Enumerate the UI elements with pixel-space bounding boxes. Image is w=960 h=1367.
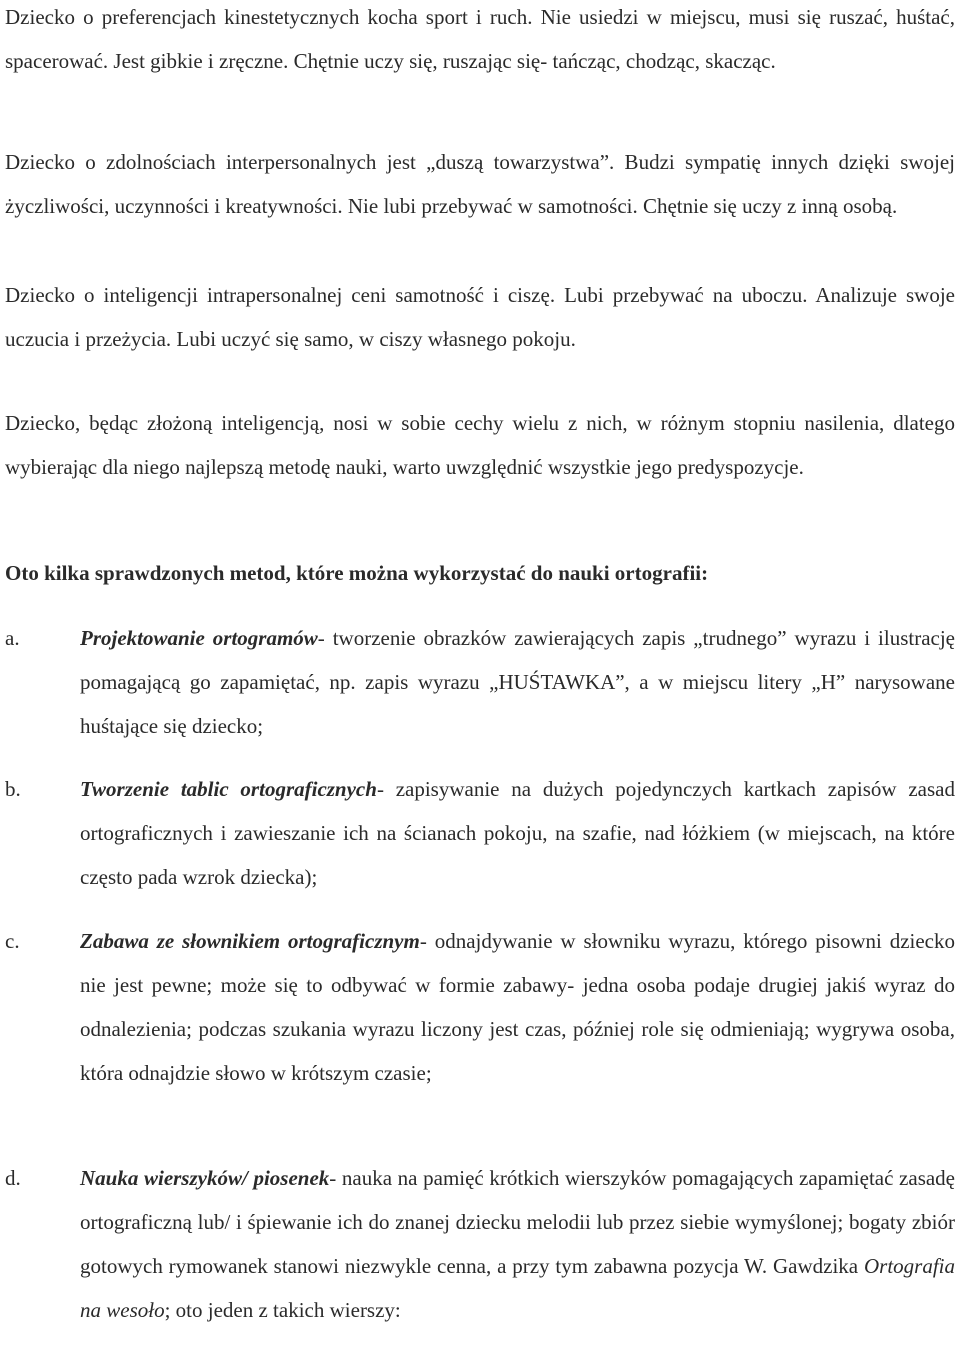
paragraph-interpersonal: Dziecko o zdolnościach interpersonalnych jest „duszą towarzystwa”. Budzi sympatię innych dzięki swojej życzliwości, uczynności i kreatywności. Nie lubi przebywać w samotności. Chętnie się uczy z inną osobą. [5,150,955,218]
list-item-method-b [5,767,955,899]
list-marker: a. [5,626,20,650]
method-description-end: ; oto jeden z takich wierszy: [164,1298,401,1322]
book-title: Ortografia na wesoło [80,1254,955,1322]
paragraph-kinesthetic: Dziecko o preferencjach kinestetycznych kocha sport i ruch. Nie usiedzi w miejscu, musi się ruszać, huśtać, spacerować. Jest gibkie i zręczne. Chętnie uczy się, ruszając się- tańcząc, chodząc, skacząc. [5,5,955,73]
list-item-body [80,767,955,899]
list-item-method-a [5,616,955,748]
method-term: Tworzenie tablic ortograficznych [80,777,377,801]
list-item-body [80,919,955,1095]
list-item-method-c [5,919,955,1095]
method-term: Zabawa ze słownikiem ortograficznym [80,929,420,953]
method-term: Nauka wierszyków/ piosenek [80,1166,330,1190]
list-marker: c. [5,929,20,953]
paragraph-complex-intelligence: Dziecko, będąc złożoną inteligencją, nosi w sobie cechy wielu z nich, w różnym stopniu nasilenia, dlatego wybierając dla niego najlepszą metodę nauki, warto uwzględnić wszystkie jego predyspozycje. [5,411,955,479]
method-description: - tworzenie obrazków zawierających zapis „trudnego” wyrazu i ilustrację pomagającą go zapamiętać, np. zapis wyrazu „HUŚTAWKA”, a w miejscu litery „H” narysowane huśtające się dziecko; [80,626,955,738]
list-marker: b. [5,777,21,801]
list-item-method-d [5,1156,955,1332]
method-description: - zapisywanie na dużych pojedynczych kartkach zapisów zasad ortograficznych i zawieszanie ich na ścianach pokoju, na szafie, nad łóżkiem (w miejscach, na które często pada wzrok dziecka); [80,777,955,889]
section-heading: Oto kilka sprawdzonych metod, które można wykorzystać do nauki ortografii: [5,561,709,585]
list-marker: d. [5,1166,21,1190]
paragraph-intrapersonal: Dziecko o inteligencji intrapersonalnej ceni samotność i ciszę. Lubi przebywać na uboczu. Analizuje swoje uczucia i przeżycia. Lubi uczyć się samo, w ciszy własnego pokoju. [5,283,955,351]
list-item-body [80,1156,955,1332]
method-description: - nauka na pamięć krótkich wierszyków pomagających zapamiętać zasadę ortograficzną lub/ i śpiewanie ich do znanej dziecku melodii lub przez siebie wymyślonej; bogaty zbiór gotowych rymowanek stanowi niezwykle cenna, a przy tym zabawna pozycja W. Gawdzika [80,1166,956,1278]
list-item-body [80,616,955,748]
method-description: - odnajdywanie w słowniku wyrazu, którego pisowni dziecko nie jest pewne; może się to odbywać w formie zabawy- jedna osoba podaje drugiej jakiś wyraz do odnalezienia; podczas szukania wyrazu liczony jest czas, później role się odmieniają; wygrywa osoba, która odnajdzie słowo w krótszym czasie; [80,929,955,1085]
method-term: Projektowanie ortogramów [80,626,318,650]
